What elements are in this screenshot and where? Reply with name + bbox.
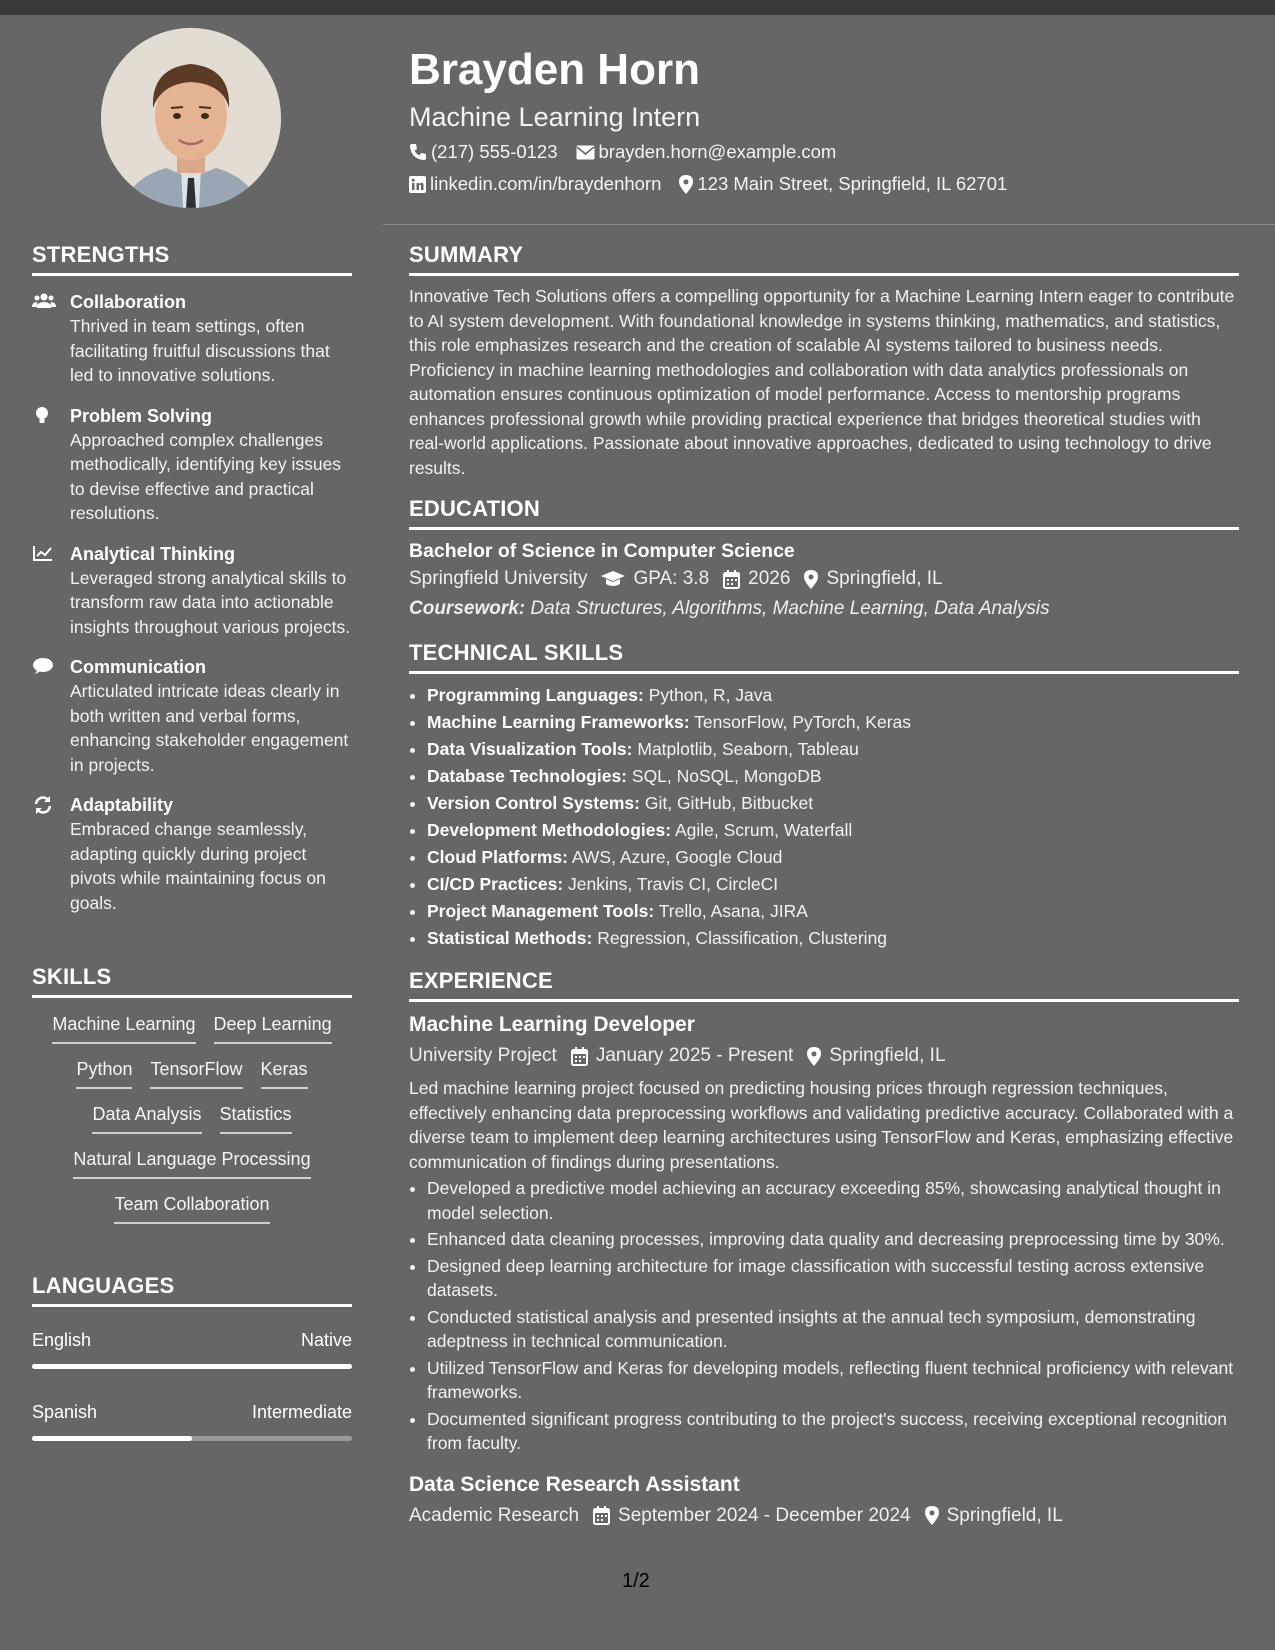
- strength-item: [32, 290, 352, 388]
- list-item: [427, 790, 1239, 817]
- strength-desc: Approached complex challenges methodically, identifying key issues to devise effective and practical resolutions.: [70, 429, 342, 523]
- language-level: Native: [300, 1330, 352, 1350]
- list-item: [427, 844, 1239, 871]
- job-meta: [409, 1040, 1239, 1072]
- skill-category: Machine Learning Frameworks:: [427, 712, 690, 732]
- degree-name: Bachelor of Science in Computer Science: [409, 540, 795, 562]
- job-bullets: [409, 1176, 1239, 1456]
- lightbulb-icon: [32, 404, 70, 526]
- languages-title: LANGUAGES: [32, 1273, 352, 1307]
- language-item: [32, 1401, 352, 1441]
- phone-icon: [409, 143, 427, 161]
- skill-category: Database Technologies:: [427, 766, 628, 786]
- strength-name: Collaboration: [70, 292, 186, 312]
- coursework-label: Coursework:: [409, 598, 526, 619]
- candidate-title: Machine Learning Intern: [409, 102, 701, 132]
- strength-name: Analytical Thinking: [70, 543, 236, 564]
- job-entry: [409, 1010, 1239, 1456]
- coursework: [409, 594, 1239, 624]
- strength-name: Communication: [70, 657, 207, 677]
- calendar-icon: [723, 570, 740, 589]
- skills-section: [32, 964, 352, 1237]
- skill-category: Development Methodologies:: [427, 820, 672, 840]
- job-location: Springfield, IL: [946, 1504, 1063, 1526]
- graduation-year: 2026: [748, 568, 791, 589]
- strength-item: [32, 404, 352, 526]
- strength-desc: Leveraged strong analytical skills to transform raw data into actionable insights throughout various projects.: [70, 567, 351, 637]
- school-name: Springfield University: [409, 568, 588, 589]
- list-item: • Documented significant progress contributing to the project's success, receiving exceptional recognition from faculty.: [427, 1407, 1239, 1456]
- technical-skills-title: TECHNICAL SKILLS: [409, 640, 1239, 674]
- language-bar-fill: [32, 1436, 192, 1441]
- main-content: [409, 242, 1239, 1546]
- language-name: Spanish: [32, 1402, 98, 1422]
- skill-tag: Deep Learning: [214, 1012, 332, 1044]
- linkedin-contact[interactable]: [409, 172, 661, 196]
- list-item: [427, 817, 1239, 844]
- skill-values: Matplotlib, Seaborn, Tableau: [637, 739, 859, 759]
- map-pin-icon: [807, 1047, 821, 1066]
- list-item: [427, 925, 1239, 952]
- skill-values: Python, R, Java: [648, 685, 773, 705]
- job-entry: [409, 1470, 1239, 1532]
- job-title: Machine Learning Developer: [409, 1013, 695, 1036]
- email-contact[interactable]: [576, 140, 837, 164]
- job-title: Data Science Research Assistant: [409, 1472, 740, 1496]
- skill-tag: Data Analysis: [92, 1102, 201, 1134]
- phone-contact: [409, 140, 558, 164]
- skill-values: Agile, Scrum, Waterfall: [674, 820, 853, 840]
- contact-row: [409, 140, 1239, 164]
- job-meta: [409, 1500, 1239, 1532]
- strength-desc: Articulated intricate ideas clearly in both written and verbal forms, enhancing stakeholder engagement in projects.: [70, 681, 349, 775]
- skill-category: Programming Languages:: [427, 685, 644, 705]
- job-dates: September 2024 - December 2024: [618, 1504, 911, 1526]
- skill-category: Project Management Tools:: [427, 901, 655, 921]
- language-bar-fill: [32, 1364, 352, 1369]
- graduation-cap-icon: [601, 571, 625, 587]
- address-contact: [679, 172, 1007, 196]
- list-item: • Designed deep learning architecture for image classification with successful testing across extensive datasets.: [427, 1254, 1239, 1303]
- skill-values: Jenkins, Travis CI, CircleCI: [568, 874, 779, 894]
- education-meta: [409, 564, 1239, 594]
- skill-category: Version Control Systems:: [427, 793, 640, 813]
- skill-tag: Natural Language Processing: [73, 1147, 310, 1179]
- strength-name: Problem Solving: [70, 405, 213, 426]
- strength-desc: Embraced change seamlessly, adapting quickly during project pivots while maintaining focus on goals.: [70, 819, 326, 913]
- list-item: [427, 898, 1239, 925]
- strength-item: [32, 655, 352, 777]
- chart-line-icon: [32, 542, 70, 640]
- linkedin-icon: [409, 176, 426, 193]
- candidate-name: Brayden Horn: [409, 45, 700, 94]
- profile-photo: [101, 28, 281, 208]
- job-org: University Project: [409, 1045, 557, 1066]
- page-number: 1/2: [622, 1570, 650, 1592]
- skill-values: AWS, Azure, Google Cloud: [571, 847, 783, 867]
- strength-item: [32, 542, 352, 640]
- coursework-list: Data Structures, Algorithms, Machine Learning, Data Analysis: [530, 598, 1050, 619]
- skill-tag: Team Collaboration: [114, 1192, 269, 1224]
- language-item: [32, 1329, 352, 1369]
- top-bar: [0, 0, 1275, 15]
- strengths-section: [32, 242, 352, 915]
- job-dates: January 2025 - Present: [595, 1045, 794, 1066]
- skill-values: TensorFlow, PyTorch, Keras: [694, 712, 912, 732]
- list-item: • Developed a predictive model achieving an accuracy exceeding 85%, showcasing analytical thought in model selection.: [427, 1176, 1239, 1225]
- list-item: • Conducted statistical analysis and presented insights at the annual tech symposium, demonstrating adeptness in technical communication.: [427, 1305, 1239, 1354]
- skill-values: Git, GitHub, Bitbucket: [644, 793, 814, 813]
- header-divider: [383, 224, 1275, 225]
- map-pin-icon: [679, 175, 693, 194]
- phone-text: (217) 555-0123: [431, 141, 558, 162]
- skills-title: SKILLS: [32, 964, 352, 998]
- list-item: [427, 871, 1239, 898]
- strength-desc: Thrived in team settings, often facilitating fruitful discussions that led to innovative solutions.: [70, 316, 330, 385]
- job-org: Academic Research: [409, 1504, 580, 1526]
- experience-title: EXPERIENCE: [409, 968, 1239, 1002]
- sync-icon: [32, 793, 70, 915]
- education-title: EDUCATION: [409, 496, 1239, 530]
- skill-tag: TensorFlow: [150, 1057, 242, 1089]
- list-item: [427, 682, 1239, 709]
- job-description: Led machine learning project focused on predicting housing prices through regression techniques, effectively enhancing data preprocessing workflows and validating predictive accuracy. Collaborated with a diverse team to implement deep learning architectures using TensorFlow and Keras, emphasizing effective communication of findings during presentations.: [409, 1078, 1234, 1172]
- technical-skills-list: [409, 682, 1239, 952]
- skill-category: Cloud Platforms:: [427, 847, 568, 867]
- language-name: English: [32, 1330, 92, 1350]
- skill-values: Regression, Classification, Clustering: [597, 928, 888, 948]
- contact-row: [409, 172, 1239, 196]
- comment-icon: [32, 655, 70, 777]
- address-text: 123 Main Street, Springfield, IL 62701: [697, 173, 1008, 194]
- skill-values: Trello, Asana, JIRA: [658, 901, 808, 921]
- strength-item: [32, 793, 352, 915]
- list-item: • Utilized TensorFlow and Keras for developing models, reflecting fluent technical proficiency with relevant frameworks.: [427, 1356, 1239, 1405]
- skill-category: Statistical Methods:: [427, 928, 593, 948]
- map-pin-icon: [804, 570, 818, 589]
- skill-category: CI/CD Practices:: [427, 874, 564, 894]
- skill-tag: Machine Learning: [52, 1012, 195, 1044]
- list-item: [427, 709, 1239, 736]
- list-item: [427, 763, 1239, 790]
- list-item: [427, 736, 1239, 763]
- education-location: Springfield, IL: [826, 568, 943, 589]
- email-text[interactable]: brayden.horn@example.com: [598, 141, 837, 162]
- calendar-icon: [593, 1506, 610, 1525]
- map-pin-icon: [925, 1506, 939, 1525]
- job-location: Springfield, IL: [829, 1045, 946, 1066]
- language-bar: [32, 1436, 352, 1441]
- languages-section: [32, 1273, 352, 1441]
- skill-tag: Keras: [261, 1057, 308, 1089]
- strength-name: Adaptability: [70, 795, 174, 815]
- users-icon: [32, 290, 70, 388]
- resume-header: [409, 40, 1239, 196]
- language-level: Intermediate: [251, 1402, 352, 1422]
- summary-title: SUMMARY: [409, 242, 1239, 276]
- gpa-text: GPA: 3.8: [633, 568, 710, 589]
- skill-values: SQL, NoSQL, MongoDB: [631, 766, 822, 786]
- list-item: • Enhanced data cleaning processes, improving data quality and decreasing preprocessing time by 30%.: [427, 1227, 1239, 1252]
- skill-category: Data Visualization Tools:: [427, 739, 633, 759]
- strengths-title: STRENGTHS: [32, 242, 352, 276]
- summary-text: Innovative Tech Solutions offers a compelling opportunity for a Machine Learning Intern eager to contribute to AI system development. With foundational knowledge in systems thinking, mathematics, and statistics, this role emphasizes research and the creation of scalable AI systems tailored to business needs. Proficiency in machine learning methodologies and collaboration with data analytics professionals on automation ensures continuous optimization of model performance. Access to mentorship programs enhances professional growth while providing practical experience that bridges theoretical studies with real-world applications. Passionate about innovative approaches, dedicated to using technology to drive results.: [409, 286, 1235, 478]
- language-bar: [32, 1364, 352, 1369]
- envelope-icon: [576, 145, 595, 160]
- skill-tags: [32, 1012, 352, 1237]
- skill-tag: Statistics: [220, 1102, 292, 1134]
- calendar-icon: [571, 1047, 588, 1066]
- linkedin-text[interactable]: linkedin.com/in/braydenhorn: [430, 173, 662, 194]
- skill-tag: Python: [76, 1057, 132, 1089]
